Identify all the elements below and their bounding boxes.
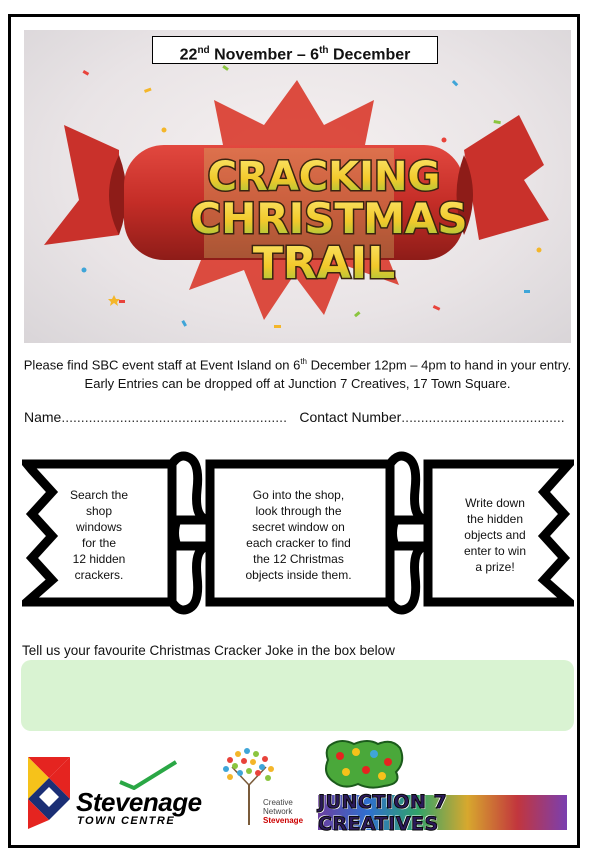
stevenage-logo-icon — [28, 757, 70, 829]
contact-label: Contact Number — [299, 409, 402, 425]
creative-network-text — [263, 798, 303, 825]
cracker-middle-text — [226, 487, 371, 583]
left-text-line: 12 hidden — [72, 552, 126, 566]
middle-text-line: Go into the shop, — [252, 488, 345, 502]
date-start: 22 — [179, 46, 198, 64]
middle-text-line: the 12 Christmas — [253, 552, 344, 566]
entry-form-line — [24, 409, 574, 425]
joke-label: Tell us your favourite Christmas Cracker Joke in the box below — [22, 643, 395, 658]
info-line-1-a: Please find SBC event staff at Event Island on 6 — [23, 357, 301, 373]
date-end-suffix: th — [319, 45, 329, 56]
date-start-month: November – 6 — [209, 46, 320, 64]
left-text-line: windows — [75, 520, 123, 534]
left-text-line: crackers. — [74, 568, 124, 582]
info-line-1 — [20, 352, 575, 374]
stevenage-logo-name: Stevenage — [76, 787, 202, 817]
junction7-logo — [318, 790, 567, 835]
christmas-lights-icon — [322, 738, 406, 790]
name-label: Name — [24, 409, 62, 425]
date-start-suffix: nd — [197, 45, 210, 56]
junction7-logo-text: JUNCTION 7 CREATIVES — [318, 790, 448, 835]
middle-text-line: look through the — [255, 504, 342, 518]
title-line-1: CRACKING — [207, 154, 441, 200]
info-line-1-sup: th — [300, 357, 307, 366]
title-line-2: CHRISTMAS — [190, 194, 468, 243]
cn-line-1: Creative — [263, 798, 293, 807]
cracker-right-text — [450, 495, 540, 575]
cracker-right-bow — [390, 456, 428, 610]
left-text-line: shop — [85, 504, 113, 518]
checkmark-icon — [118, 760, 178, 790]
joke-input-box[interactable] — [21, 660, 574, 731]
middle-text-line: each cracker to find — [246, 536, 351, 550]
right-text-line: objects and — [464, 528, 526, 542]
name-field[interactable]: .......................................................... — [61, 409, 287, 425]
right-text-line: enter to win — [463, 544, 527, 558]
instructions — [20, 352, 575, 393]
date-end-month: December — [328, 46, 411, 64]
info-line-1-b: December 12pm – 4pm to hand in your entry. — [306, 357, 572, 373]
title-line-3: TRAIL — [252, 238, 396, 289]
middle-text-line: objects inside them. — [245, 568, 352, 582]
left-text-line: Search the — [69, 488, 129, 502]
hero-illustration — [24, 30, 571, 343]
cracker-illustration — [24, 30, 571, 343]
cn-line-2: Network — [263, 807, 293, 816]
right-text-line: Write down — [465, 496, 525, 510]
middle-text-line: secret window on — [252, 520, 345, 534]
contact-field[interactable]: .......................................... — [401, 409, 565, 425]
cracker-left-text — [58, 487, 140, 583]
cracker-left-bow — [172, 456, 210, 610]
info-line-2: Early Entries can be dropped off at Junction 7 Creatives, 17 Town Square. — [84, 376, 511, 392]
stevenage-logo-sub: TOWN CENTRE — [77, 815, 176, 827]
cn-line-3: Stevenage — [263, 816, 304, 825]
right-text-line: a prize! — [475, 560, 515, 574]
date-range-box — [152, 36, 438, 64]
left-text-line: for the — [81, 536, 117, 550]
right-text-line: the hidden — [466, 512, 524, 526]
